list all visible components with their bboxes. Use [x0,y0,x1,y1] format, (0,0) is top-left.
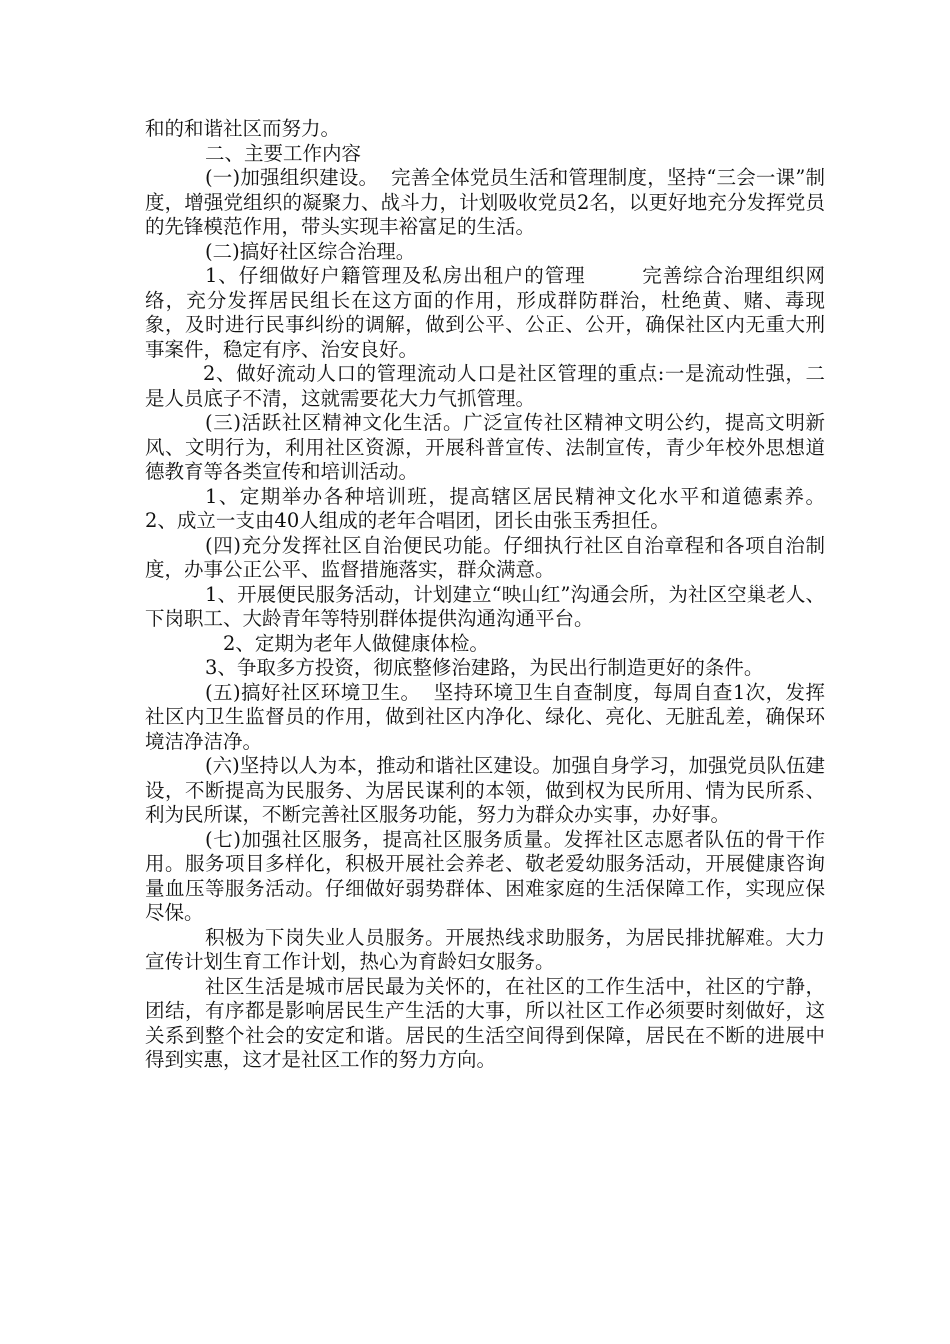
paragraph-health-checkup: 2、定期为老年人做健康体检。 [223,631,489,655]
paragraph-self-governance: (四)充分发挥社区自治便民功能。仔细执行社区自治章程和各项自治制度，办事公正公平、监督措施落实，群众满意。 [145,533,825,581]
paragraph-floating-population: 2、做好流动人口的管理流动人口是社区管理的重点:一是流动性强，二是人员底子不清，这就需要花大力气抓管理。 [145,362,825,410]
paragraph-harmonious-community: (六)坚持以人为本，推动和谐社区建设。加强自身学习，加强党员队伍建设，不断提高为民服务、为居民谋利的本领，做到权为民所用、情为民所系、利为民所谋，不断完善社区服务功能，努力为群众办实事，办好事。 [145,754,825,826]
paragraph-training-choir: 1、定期举办各种培训班，提高辖区居民精神文化水平和道德素养。 2、成立一支由40人组成的老年合唱团，团长由张玉秀担任。 [145,484,856,532]
paragraph-cultural-life: (三)活跃社区精神文化生活。广泛宣传社区精神文明公约，提高文明新风、文明行为，利用社区资源，开展科普宣传、法制宣传，青少年校外思想道德教育等各类宣传和培训活动。 [145,411,825,483]
paragraph-environment-hygiene: (五)搞好社区环境卫生。 坚持环境卫生自查制度，每周自查1次，发挥社区内卫生监督员的作用，做到社区内净化、绿化、亮化、无脏乱差，确保环境洁净洁净。 [145,680,825,753]
paragraph-continuation: 和的和谐社区而努力。 [145,117,341,140]
subheading-comprehensive-governance: (二)搞好社区综合治理。 [205,239,416,263]
paragraph-organization-building: (一)加强组织建设。 完善全体党员生活和管理制度，坚持“三会一课”制度，增强党组织的凝聚力、战斗力，计划吸收党员2名，以更好地充分发挥党员的先锋模范作用，带头实现丰裕富足的生活。 [145,166,825,238]
paragraph-road-repair: 3、争取多方投资，彻底整修治建路，为民出行制造更好的条件。 [205,656,764,679]
section-heading-main-work: 二、主要工作内容 [205,141,362,165]
paragraph-household-management: 1、仔细做好户籍管理及私房出租户的管理 完善综合治理组织网络，充分发挥居民组长在这方面的作用，形成群防群治，杜绝黄、赌、毒现象，及时进行民事纠纷的调解，做到公平、公正、公开，确保社区内无重大刑事案件，稳定有序、治安良好。 [145,264,825,361]
paragraph-convenience-service: 1、开展便民服务活动，计划建立“映山红”沟通会所，为社区空巢老人、下岗职工、大龄青年等特别群体提供沟通沟通平台。 [145,582,825,630]
document-body [145,117,856,1073]
paragraph-conclusion: 社区生活是城市居民最为关怀的，在社区的工作生活中，社区的宁静，团结，有序都是影响居民生产生活的大事，所以社区工作必须要时刻做好，这关系到整个社会的安定和谐。居民的生活空间得到保障，居民在不断的进展中得到实惠，这才是社区工作的努力方向。 [145,974,825,1071]
paragraph-unemployed-service: 积极为下岗失业人员服务。开展热线求助服务，为居民排扰解难。大力宣传计划生育工作计划，热心为育龄妇女服务。 [145,925,825,973]
paragraph-community-service: (七)加强社区服务，提高社区服务质量。发挥社区志愿者队伍的骨干作用。服务项目多样化，积极开展社会养老、敬老爱幼服务活动，开展健康咨询量血压等服务活动。仔细做好弱势群体、困难家庭的生活保障工作，实现应保尽保。 [145,827,825,924]
